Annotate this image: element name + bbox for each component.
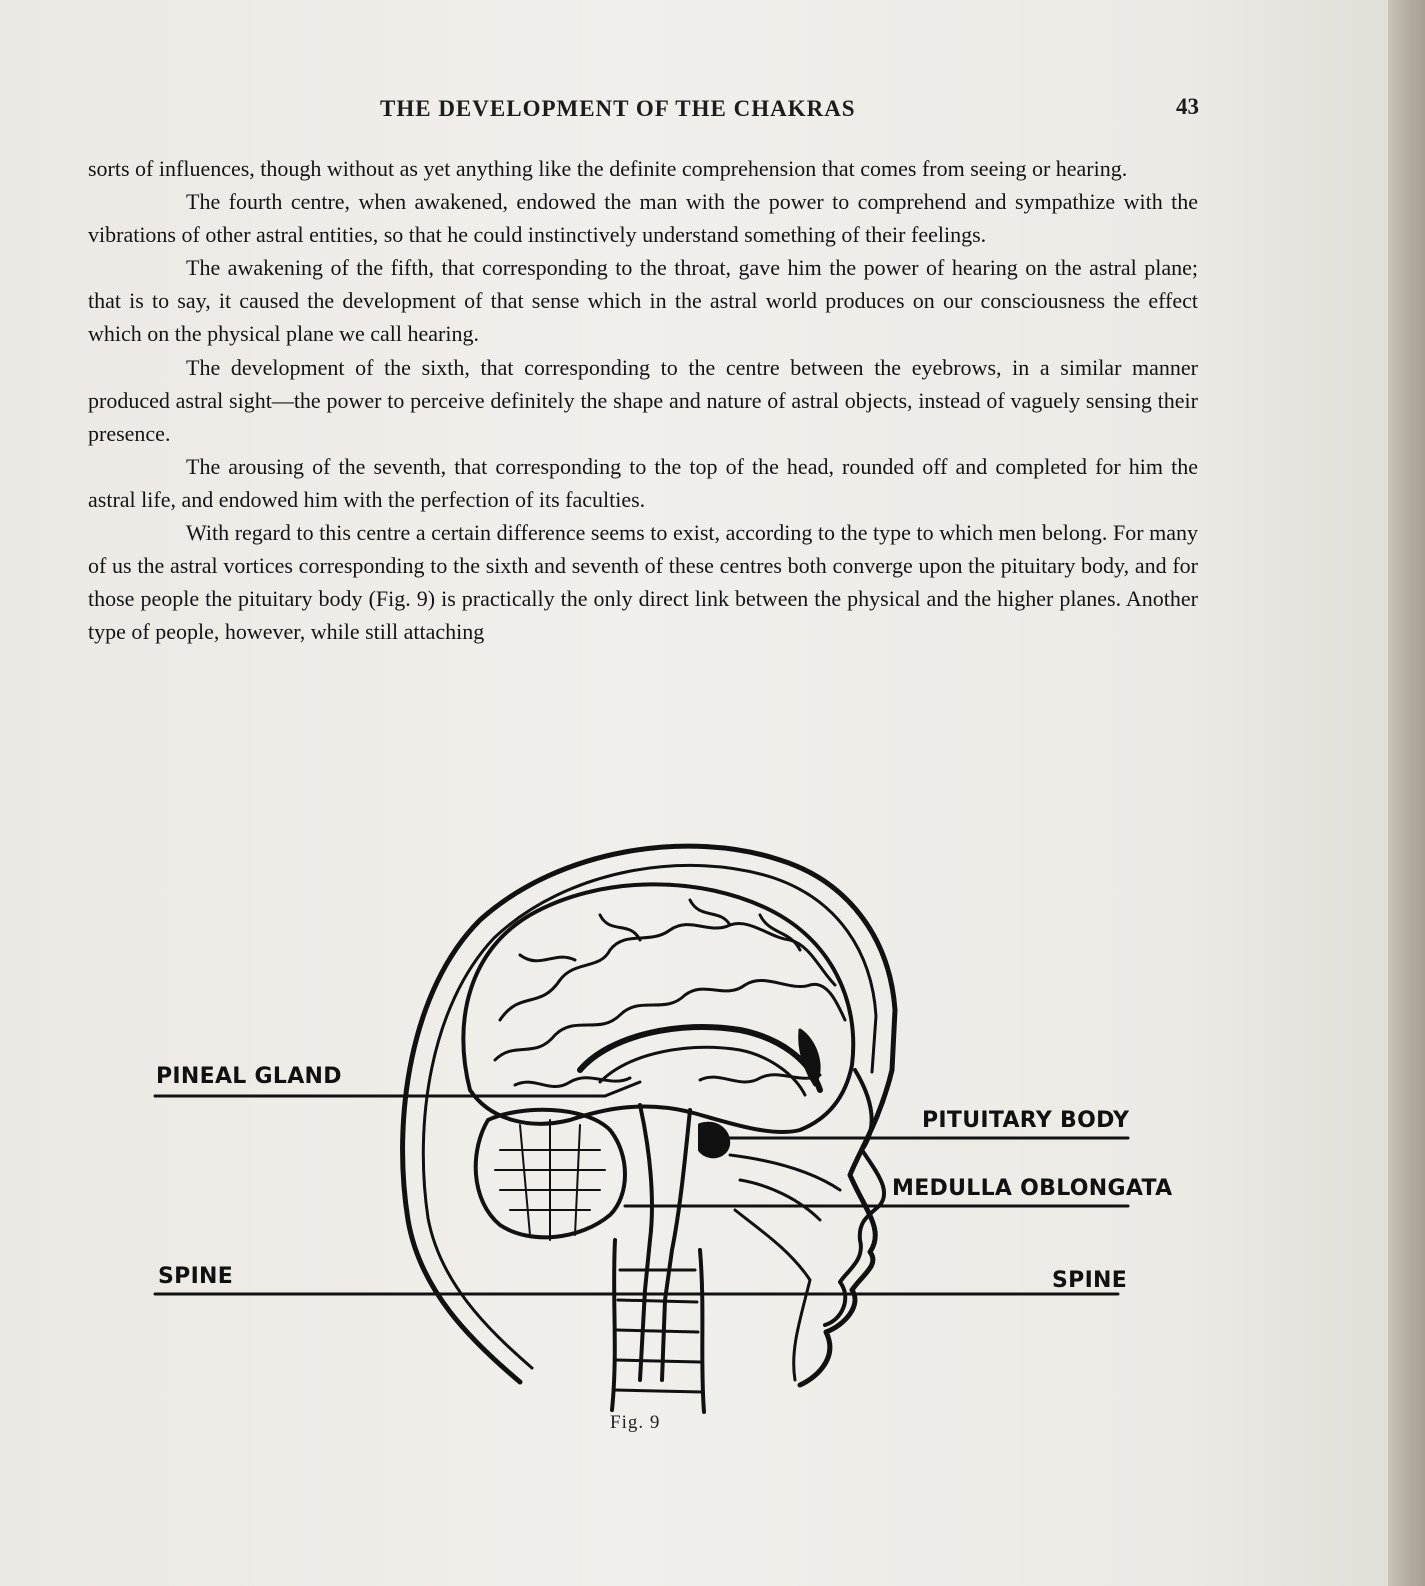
paragraph-fifth-centre: The awakening of the fifth, that corresponding to the throat, gave him the power of hearing on the astral plane; that is to say, it caused the development of that sense which in the astral world produces on our consciousness the effect which on the physical plane we call hearing. (88, 255, 1198, 347)
running-title: THE DEVELOPMENT OF THE CHAKRAS (380, 96, 856, 121)
page-number: 43 (1176, 94, 1199, 119)
body-text (88, 152, 1198, 648)
figure-caption: Fig. 9 (610, 1412, 661, 1433)
paragraph-sixth-centre: The development of the sixth, that corresponding to the centre between the eyebrows, in a similar manner produced astral sight—the power to perceive definitely the shape and nature of astral objects, instead of vaguely sensing their presence. (88, 354, 1198, 446)
label-medulla-oblongata: MEDULLA OBLONGATA (892, 1176, 1173, 1201)
label-spine-right: SPINE (1052, 1268, 1128, 1293)
figure-brain-section (0, 820, 1388, 1460)
paragraph-seventh-centre: The arousing of the seventh, that corresponding to the top of the head, rounded off and completed for him the astral life, and endowed him with the perfection of its faculties. (88, 453, 1198, 512)
label-pituitary-body: PITUITARY BODY (922, 1108, 1130, 1133)
paragraph-continued: sorts of influences, though without as yet anything like the definite comprehension that comes from seeing or hearing. (88, 156, 1128, 181)
label-pineal-gland: PINEAL GLAND (156, 1064, 342, 1089)
book-page-edge (1388, 0, 1425, 1586)
head-cross-section-illustration (0, 820, 1388, 1460)
label-spine-left: SPINE (158, 1264, 234, 1289)
paragraph-fourth-centre: The fourth centre, when awakened, endowed the man with the power to comprehend and sympathize with the vibrations of other astral entities, so that he could instinctively understand something of their feelings. (88, 189, 1198, 248)
paragraph-this-centre: With regard to this centre a certain difference seems to exist, according to the type to which men belong. For many of us the astral vortices corresponding to the sixth and seventh of these centres both converge upon the pituitary body, and for those people the pituitary body (Fig. 9) is practically the only direct link between the physical and the higher planes. Another type of people, however, while still attaching (88, 520, 1198, 645)
